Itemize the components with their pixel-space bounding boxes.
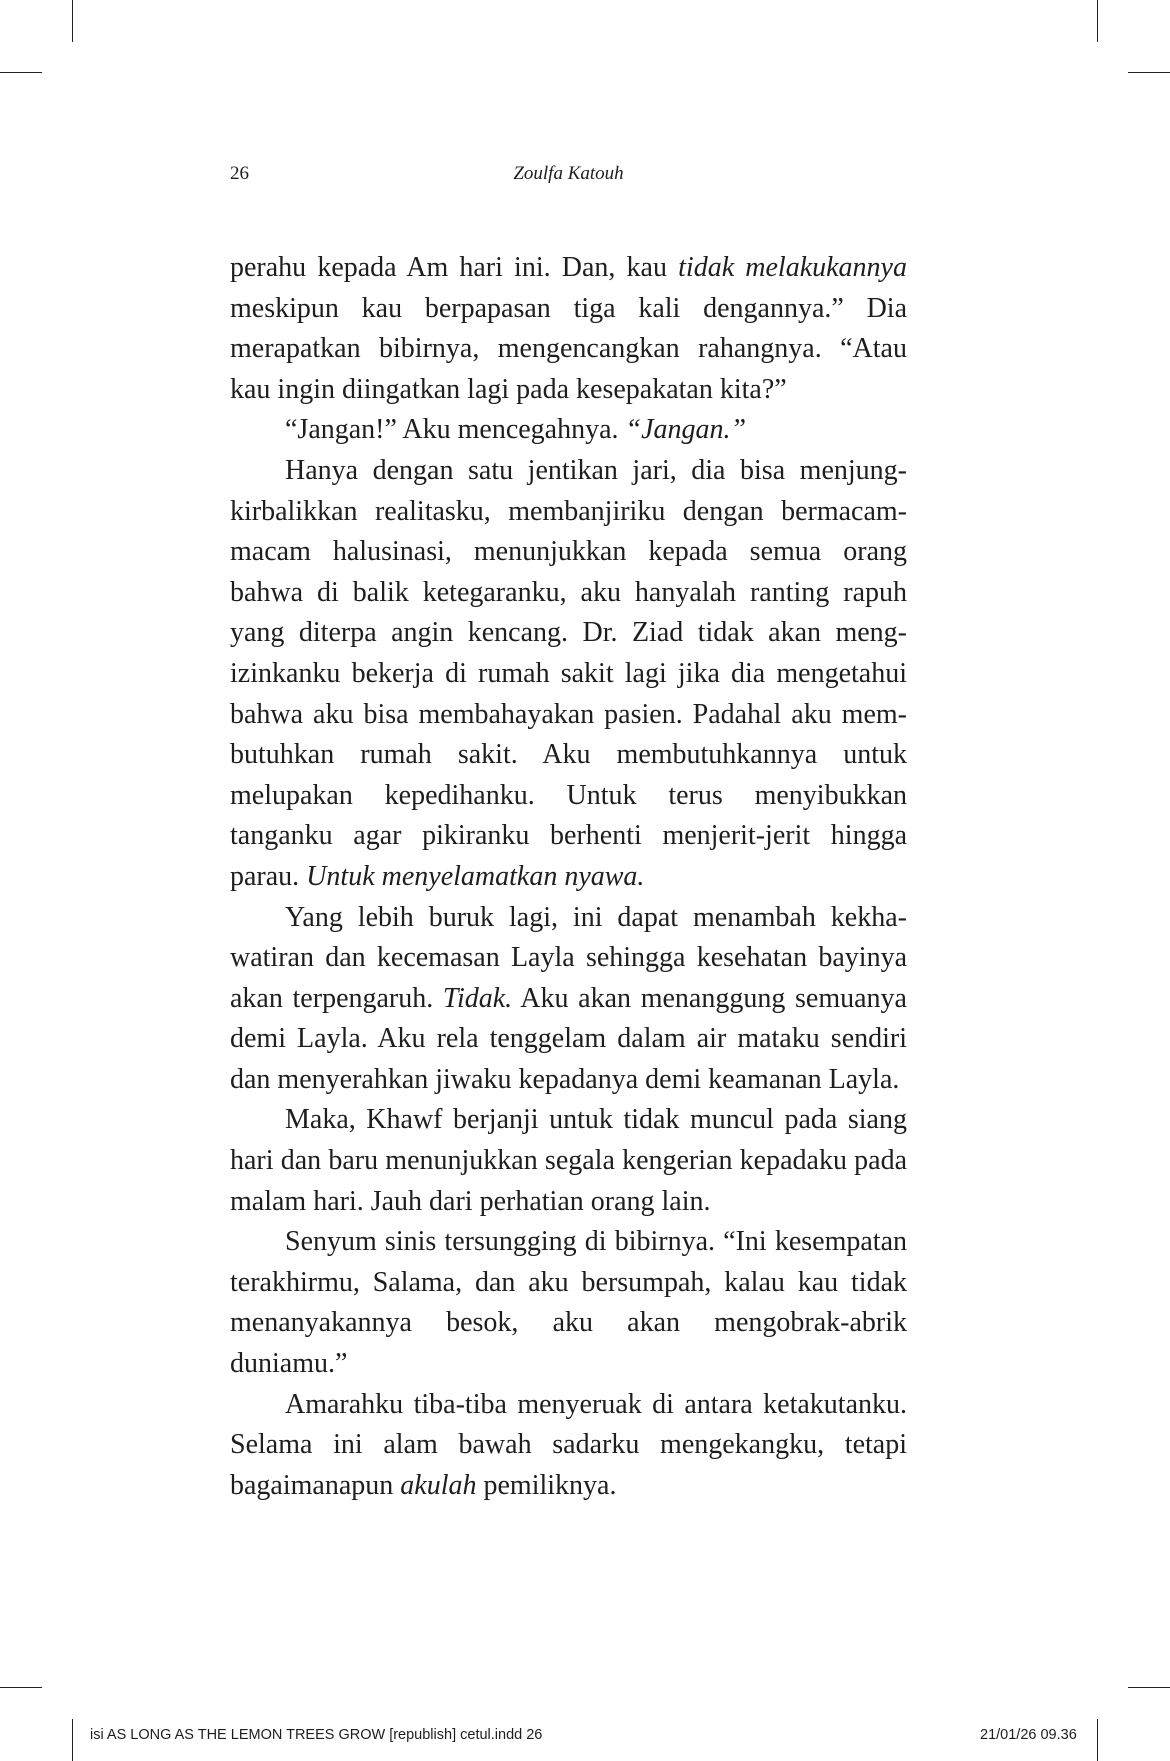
crop-mark-bottom-left xyxy=(72,1719,73,1761)
text-run: Amarahku tiba-tiba menyeruak di antara ketakutanku. Selama ini alam bawah sadarku mengekangku, tetapi bagaimanapun xyxy=(230,1388,907,1501)
paragraph xyxy=(230,1222,907,1384)
italic-text-run: “Jangan.” xyxy=(625,414,747,446)
italic-text-run: akulah xyxy=(400,1469,477,1501)
paragraph xyxy=(230,1100,907,1222)
running-head xyxy=(230,163,907,193)
paragraph xyxy=(230,898,907,1101)
crop-mark-top-left-h xyxy=(0,72,42,73)
running-title: Zoulfa Katouh xyxy=(513,163,624,184)
crop-mark-bottom-left-h xyxy=(0,1687,42,1688)
text-run: Hanya dengan satu jentikan jari, dia bisa menjungkirbalikkan realitasku, membanjiriku dengan bermacam-macam halusinasi, menunjukkan kepada semua orang bahwa di balik ketegaranku, aku hanyalah ranting rapuh yang diterpa angin kencang. Dr. Ziad tidak akan mengizinkanku bekerja di rumah sakit lagi jika dia mengetahui bahwa aku bisa membahayakan pasien. Padahal aku membutuhkan rumah sakit. Aku membutuhkannya untuk melupakan kepedihanku. Untuk terus menyibukkan tanganku agar pikiranku berhenti menjerit-jerit hingga parau. xyxy=(230,454,907,892)
slug-date-time: 21/01/26 09.36 xyxy=(980,1727,1077,1743)
page-number: 26 xyxy=(230,163,249,184)
paragraph xyxy=(230,248,907,410)
text-run: perahu kepada Am hari ini. Dan, kau xyxy=(230,252,679,283)
italic-text-run: Untuk menyelamatkan nyawa. xyxy=(306,860,645,892)
crop-mark-bottom-right xyxy=(1097,1719,1098,1761)
text-run: pemiliknya. xyxy=(476,1469,617,1501)
text-run: Yang lebih buruk lagi, ini dapat menambah kekhawatiran dan kecemasan Layla sehingga kesehatan bayinya akan terpengaruh. xyxy=(230,901,907,1014)
text-run: Senyum sinis tersungging di bibirnya. “Ini kesempatan terakhirmu, Salama, dan aku bersumpah, kalau kau tidak menanyakannya besok, aku akan mengobrak-abrik duniamu.” xyxy=(230,1226,907,1380)
text-run: Maka, Khawf berjanji untuk tidak muncul pada siang hari dan baru menunjukkan segala kengerian kepadaku pada malam hari. Jauh dari perhatian orang lain. xyxy=(230,1104,907,1217)
italic-text-run: tidak melakukannya xyxy=(678,252,907,283)
paragraph xyxy=(230,451,907,898)
italic-text-run: Tidak. xyxy=(442,982,513,1014)
crop-mark-top-right-h xyxy=(1128,72,1170,73)
text-run: “Jangan!” Aku mencegahnya. xyxy=(285,414,626,446)
crop-mark-top-right xyxy=(1097,0,1098,42)
paragraph xyxy=(230,1385,907,1507)
text-run: meskipun kau berpapasan tiga kali dengannya.” Dia merapatkan bibirnya, mengencangkan rahangnya. “Atau kau ingin diingatkan lagi pada kesepakatan kita?” xyxy=(230,292,907,405)
slug-file-info: isi AS LONG AS THE LEMON TREES GROW [republish] cetul.indd 26 xyxy=(90,1727,543,1743)
crop-mark-top-left xyxy=(72,0,73,42)
text-run: Aku akan menanggung semuanya demi Layla. Aku rela tenggelam dalam air mataku sendiri dan menyerahkan jiwaku kepadanya demi keamanan Layla. xyxy=(230,982,907,1095)
body-text xyxy=(230,248,907,1506)
paragraph xyxy=(230,410,907,451)
crop-mark-bottom-right-h xyxy=(1128,1687,1170,1688)
